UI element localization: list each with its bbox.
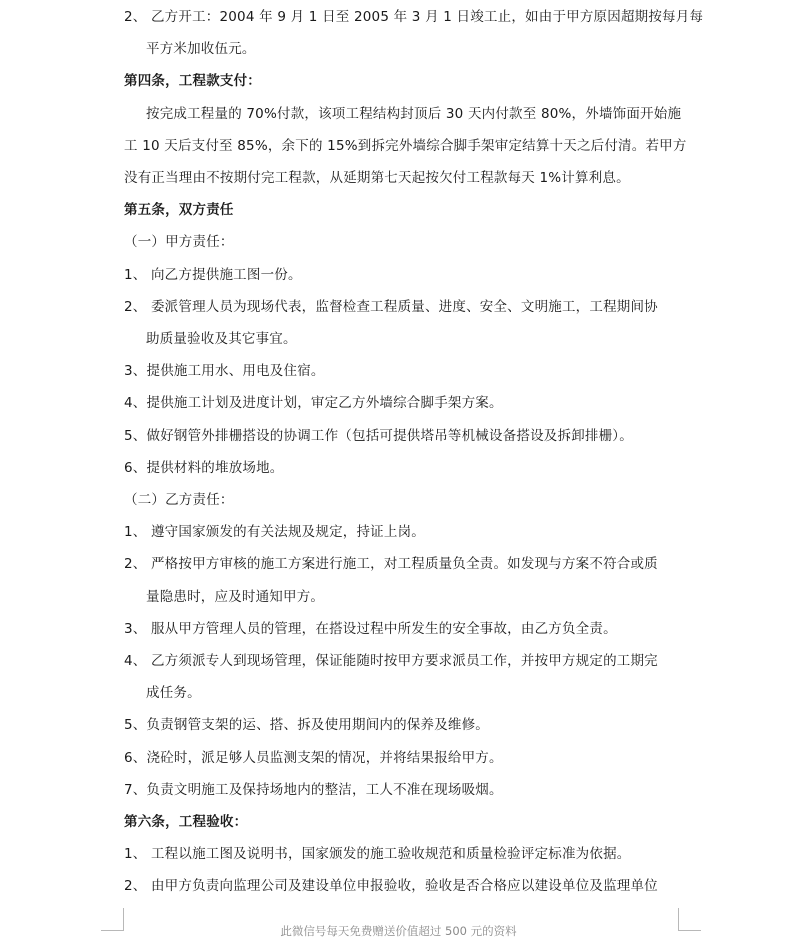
text-line: 工 10 天后支付至 85%，余下的 15%到拆完外墙综合脚手架审定结算十天之后付清。若甲方 xyxy=(124,137,687,154)
text-line: 6、提供材料的堆放场地。 xyxy=(124,459,284,476)
text-line: 5、负责钢管支架的运、搭、拆及使用期间内的保养及维修。 xyxy=(124,717,489,734)
text-line: 6、浇砼时，派足够人员监测支架的情况，并将结果报给甲方。 xyxy=(124,749,503,766)
text-line: 量隐患时，应及时通知甲方。 xyxy=(146,588,325,605)
text-line: 平方米加收伍元。 xyxy=(146,41,256,58)
text-line: 2、 由甲方负责向监理公司及建设单位申报验收，验收是否合格应以建设单位及监理单位 xyxy=(124,878,658,895)
section-heading: 第四条，工程款支付： xyxy=(124,73,261,90)
text-line: 2、 乙方开工：2004 年 9 月 1 日至 2005 年 3 月 1 日竣工止，如由于甲方原因超期按每月每 xyxy=(124,9,704,25)
text-line: 1、 遵守国家颁发的有关法规及规定，持证上岗。 xyxy=(124,524,425,541)
footer-watermark-text: 此微信号每天免费赠送价值超过 500 元的资料 xyxy=(280,924,517,938)
text-line: 4、提供施工计划及进度计划，审定乙方外墙综合脚手架方案。 xyxy=(124,395,503,412)
text-line: 2、 严格按甲方审核的施工方案进行施工，对工程质量负全责。如发现与方案不符合或质 xyxy=(124,556,658,573)
text-line: （一）甲方责任： xyxy=(124,234,234,251)
text-line: 2、 委派管理人员为现场代表，监督检查工程质量、进度、安全、文明施工，工程期间协 xyxy=(124,298,658,315)
text-line: （二）乙方责任： xyxy=(124,492,234,508)
text-line: 4、 乙方须派专人到现场管理，保证能随时按甲方要求派员工作，并按甲方规定的工期完 xyxy=(124,653,658,669)
text-line: 成任务。 xyxy=(146,685,201,702)
text-line: 3、 服从甲方管理人员的管理，在搭设过程中所发生的安全事故，由乙方负全责。 xyxy=(124,620,617,637)
text-line: 按完成工程量的 70%付款，该项工程结构封顶后 30 天内付款至 80%，外墙饰面开始施 xyxy=(146,105,682,122)
text-line: 助质量验收及其它事宜。 xyxy=(146,331,297,347)
text-line: 7、负责文明施工及保持场地内的整洁，工人不准在现场吸烟。 xyxy=(124,781,503,798)
text-line: 5、做好钢管外排栅搭设的协调工作（包括可提供塔吊等机械设备搭设及拆卸排栅）。 xyxy=(124,427,633,444)
text-line: 没有正当理由不按期付完工程款，从延期第七天起按欠付工程款每天 1%计算利息。 xyxy=(124,170,630,186)
section-heading: 第五条，双方责任 xyxy=(124,202,234,219)
section-heading: 第六条，工程验收： xyxy=(124,814,248,830)
text-line: 1、 工程以施工图及说明书，国家颁发的施工验收规范和质量检验评定标准为依据。 xyxy=(124,846,631,863)
text-line: 1、 向乙方提供施工图一份。 xyxy=(124,266,302,283)
text-line: 3、提供施工用水、用电及住宿。 xyxy=(124,363,325,380)
